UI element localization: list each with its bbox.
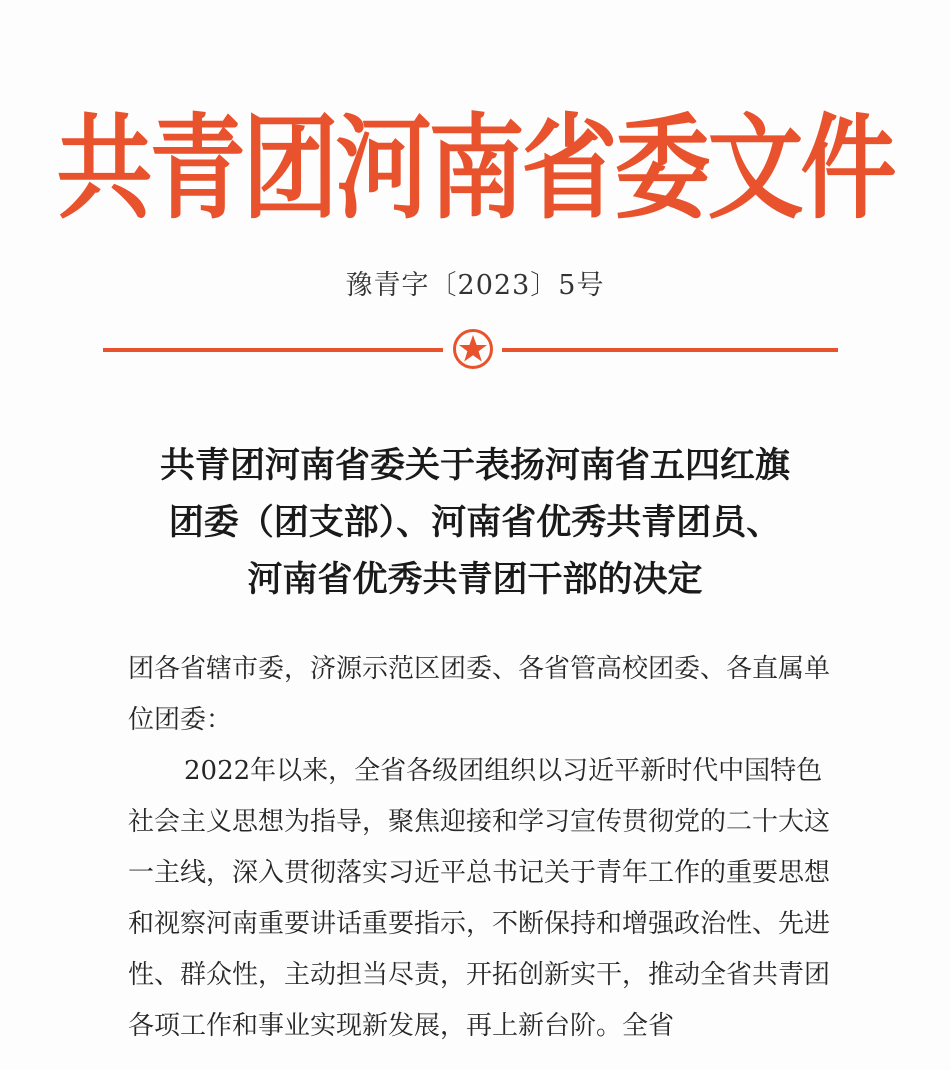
title-line: 共青团河南省委关于表扬河南省五四红旗	[159, 446, 790, 486]
title-line: 河南省优秀共青团干部的决定	[247, 560, 703, 600]
document-number: 豫青字〔2023〕5号	[345, 270, 605, 301]
document-masthead: 共青团河南省委文件	[56, 102, 894, 235]
document-title	[60, 438, 890, 609]
title-line: 团委（团支部）、河南省优秀共青团员、	[168, 503, 782, 543]
red-divider-left	[103, 348, 443, 352]
red-divider-right	[502, 348, 838, 352]
document-body	[128, 644, 833, 1052]
body-paragraph: 2022年以来，全省各级团组织以习近平新时代中国特色社会主义思想为指导，聚焦迎接和学习宣传贯彻党的二十大这一主线，深入贯彻落实习近平总书记关于青年工作的重要思想和视察河南重要讲话重要指示，不断保持和增强政治性、先进性、群众性，主动担当尽责，开拓创新实干，推动全省共青团各项工作和事业实现新发展，再上新台阶。全省	[128, 756, 831, 1041]
red-star-icon	[452, 328, 494, 370]
salutation: 团各省辖市委，济源示范区团委、各省管高校团委、各直属单位团委：	[128, 654, 831, 735]
